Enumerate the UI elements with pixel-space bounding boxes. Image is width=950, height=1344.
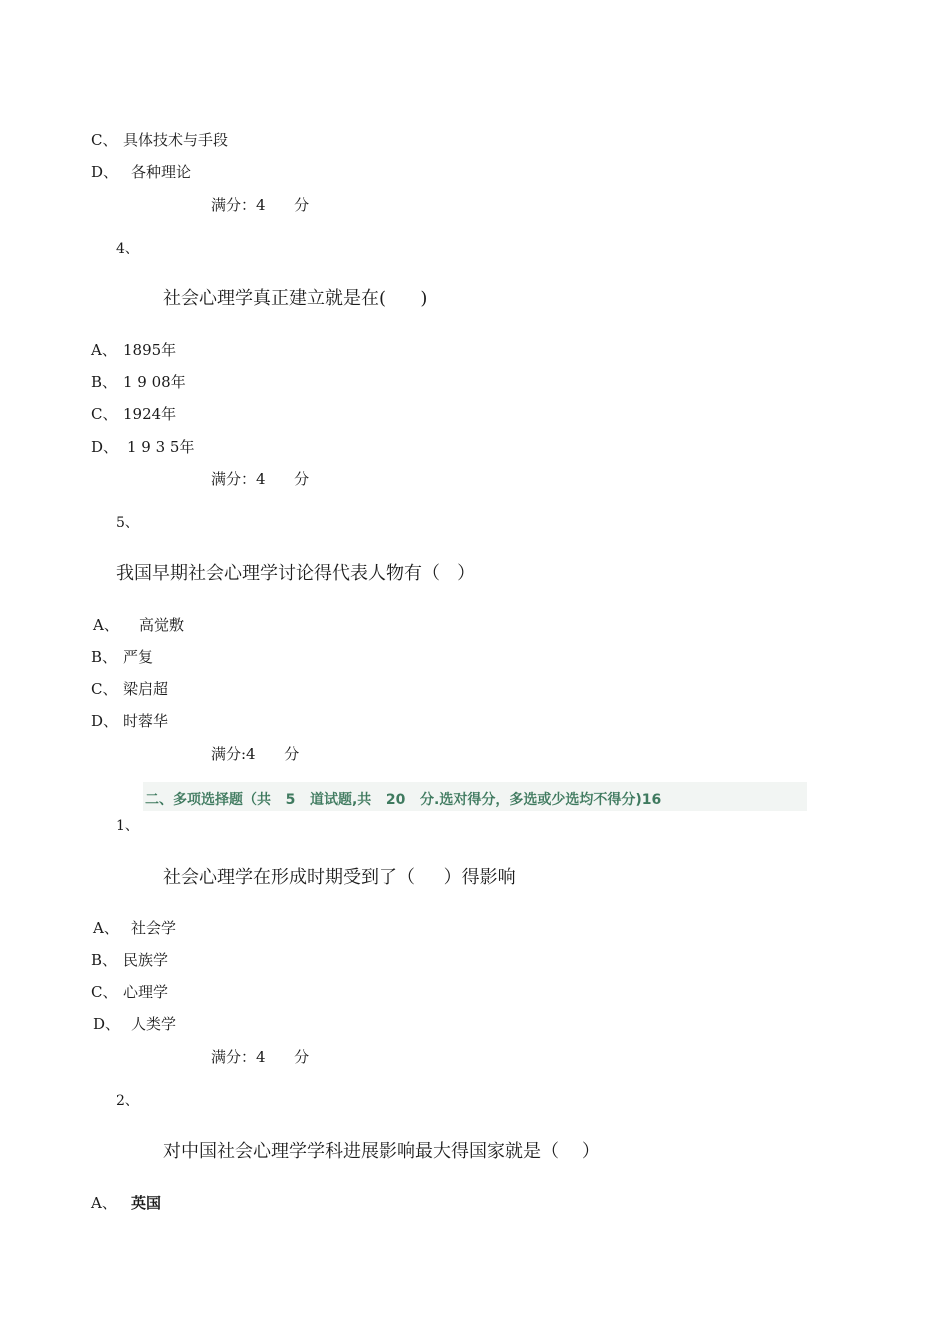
question-text: 我国早期社会心理学讨论得代表人物有（ ）	[116, 563, 476, 584]
option-letter: C、	[91, 983, 118, 1001]
option-c	[91, 682, 168, 697]
option-letter: D、	[91, 163, 119, 181]
option-letter: C、	[91, 405, 118, 423]
option-a	[93, 618, 184, 633]
section-header	[143, 782, 807, 811]
option-letter: A、	[93, 616, 119, 634]
option-text: 严复	[123, 648, 154, 666]
option-c	[91, 985, 168, 1000]
option-text: 英国	[131, 1194, 162, 1212]
option-text: 1 9 3 5年	[127, 438, 195, 456]
option-letter: A、	[91, 341, 117, 359]
question-number: 5、	[116, 515, 139, 531]
score-label: 满分：4 分	[211, 1048, 310, 1066]
question-text: 社会心理学在形成时期受到了（ ）得影响	[163, 867, 516, 888]
option-d	[91, 714, 168, 729]
option-letter: D、	[91, 712, 119, 730]
section-title: 二、多项选择题（共 5 道试题,共 20 分.选对得分，多选或少选均不得分)16	[145, 792, 662, 808]
question-number: 4、	[116, 241, 139, 257]
option-text: 各种理论	[131, 163, 192, 181]
option-b	[91, 953, 168, 968]
option-text: 高觉敷	[139, 616, 185, 634]
score-label: 满分：4 分	[211, 196, 310, 214]
question-number: 2、	[116, 1093, 139, 1109]
option-text: 1924年	[123, 405, 177, 423]
option-text: 民族学	[123, 951, 169, 969]
option-letter: B、	[91, 648, 118, 666]
option-text: 时蓉华	[123, 712, 169, 730]
option-c	[91, 407, 176, 422]
option-d	[91, 165, 191, 180]
question-text: 社会心理学真正建立就是在( )	[163, 288, 428, 309]
score-label: 满分：4 分	[211, 470, 310, 488]
option-text: 1895年	[123, 341, 177, 359]
option-text: 1 9 08年	[123, 373, 186, 391]
option-letter: D、	[91, 438, 119, 456]
option-text: 社会学	[131, 919, 177, 937]
option-d	[93, 1017, 176, 1032]
option-text: 心理学	[123, 983, 169, 1001]
option-letter: A、	[93, 919, 119, 937]
question-number: 1、	[116, 818, 139, 834]
option-a	[91, 1196, 161, 1211]
option-letter: D、	[93, 1015, 121, 1033]
option-c	[91, 133, 228, 148]
option-b	[91, 375, 186, 390]
option-text: 具体技术与手段	[123, 131, 229, 149]
option-b	[91, 650, 153, 665]
score-label: 满分:4 分	[211, 745, 300, 763]
option-a	[93, 921, 176, 936]
option-letter: B、	[91, 373, 118, 391]
option-d	[91, 440, 194, 455]
option-letter: A、	[91, 1194, 117, 1212]
option-a	[91, 343, 176, 358]
option-letter: B、	[91, 951, 118, 969]
option-text: 梁启超	[123, 680, 169, 698]
option-letter: C、	[91, 131, 118, 149]
question-text: 对中国社会心理学学科进展影响最大得国家就是（ ）	[163, 1141, 600, 1162]
option-letter: C、	[91, 680, 118, 698]
option-text: 人类学	[131, 1015, 177, 1033]
